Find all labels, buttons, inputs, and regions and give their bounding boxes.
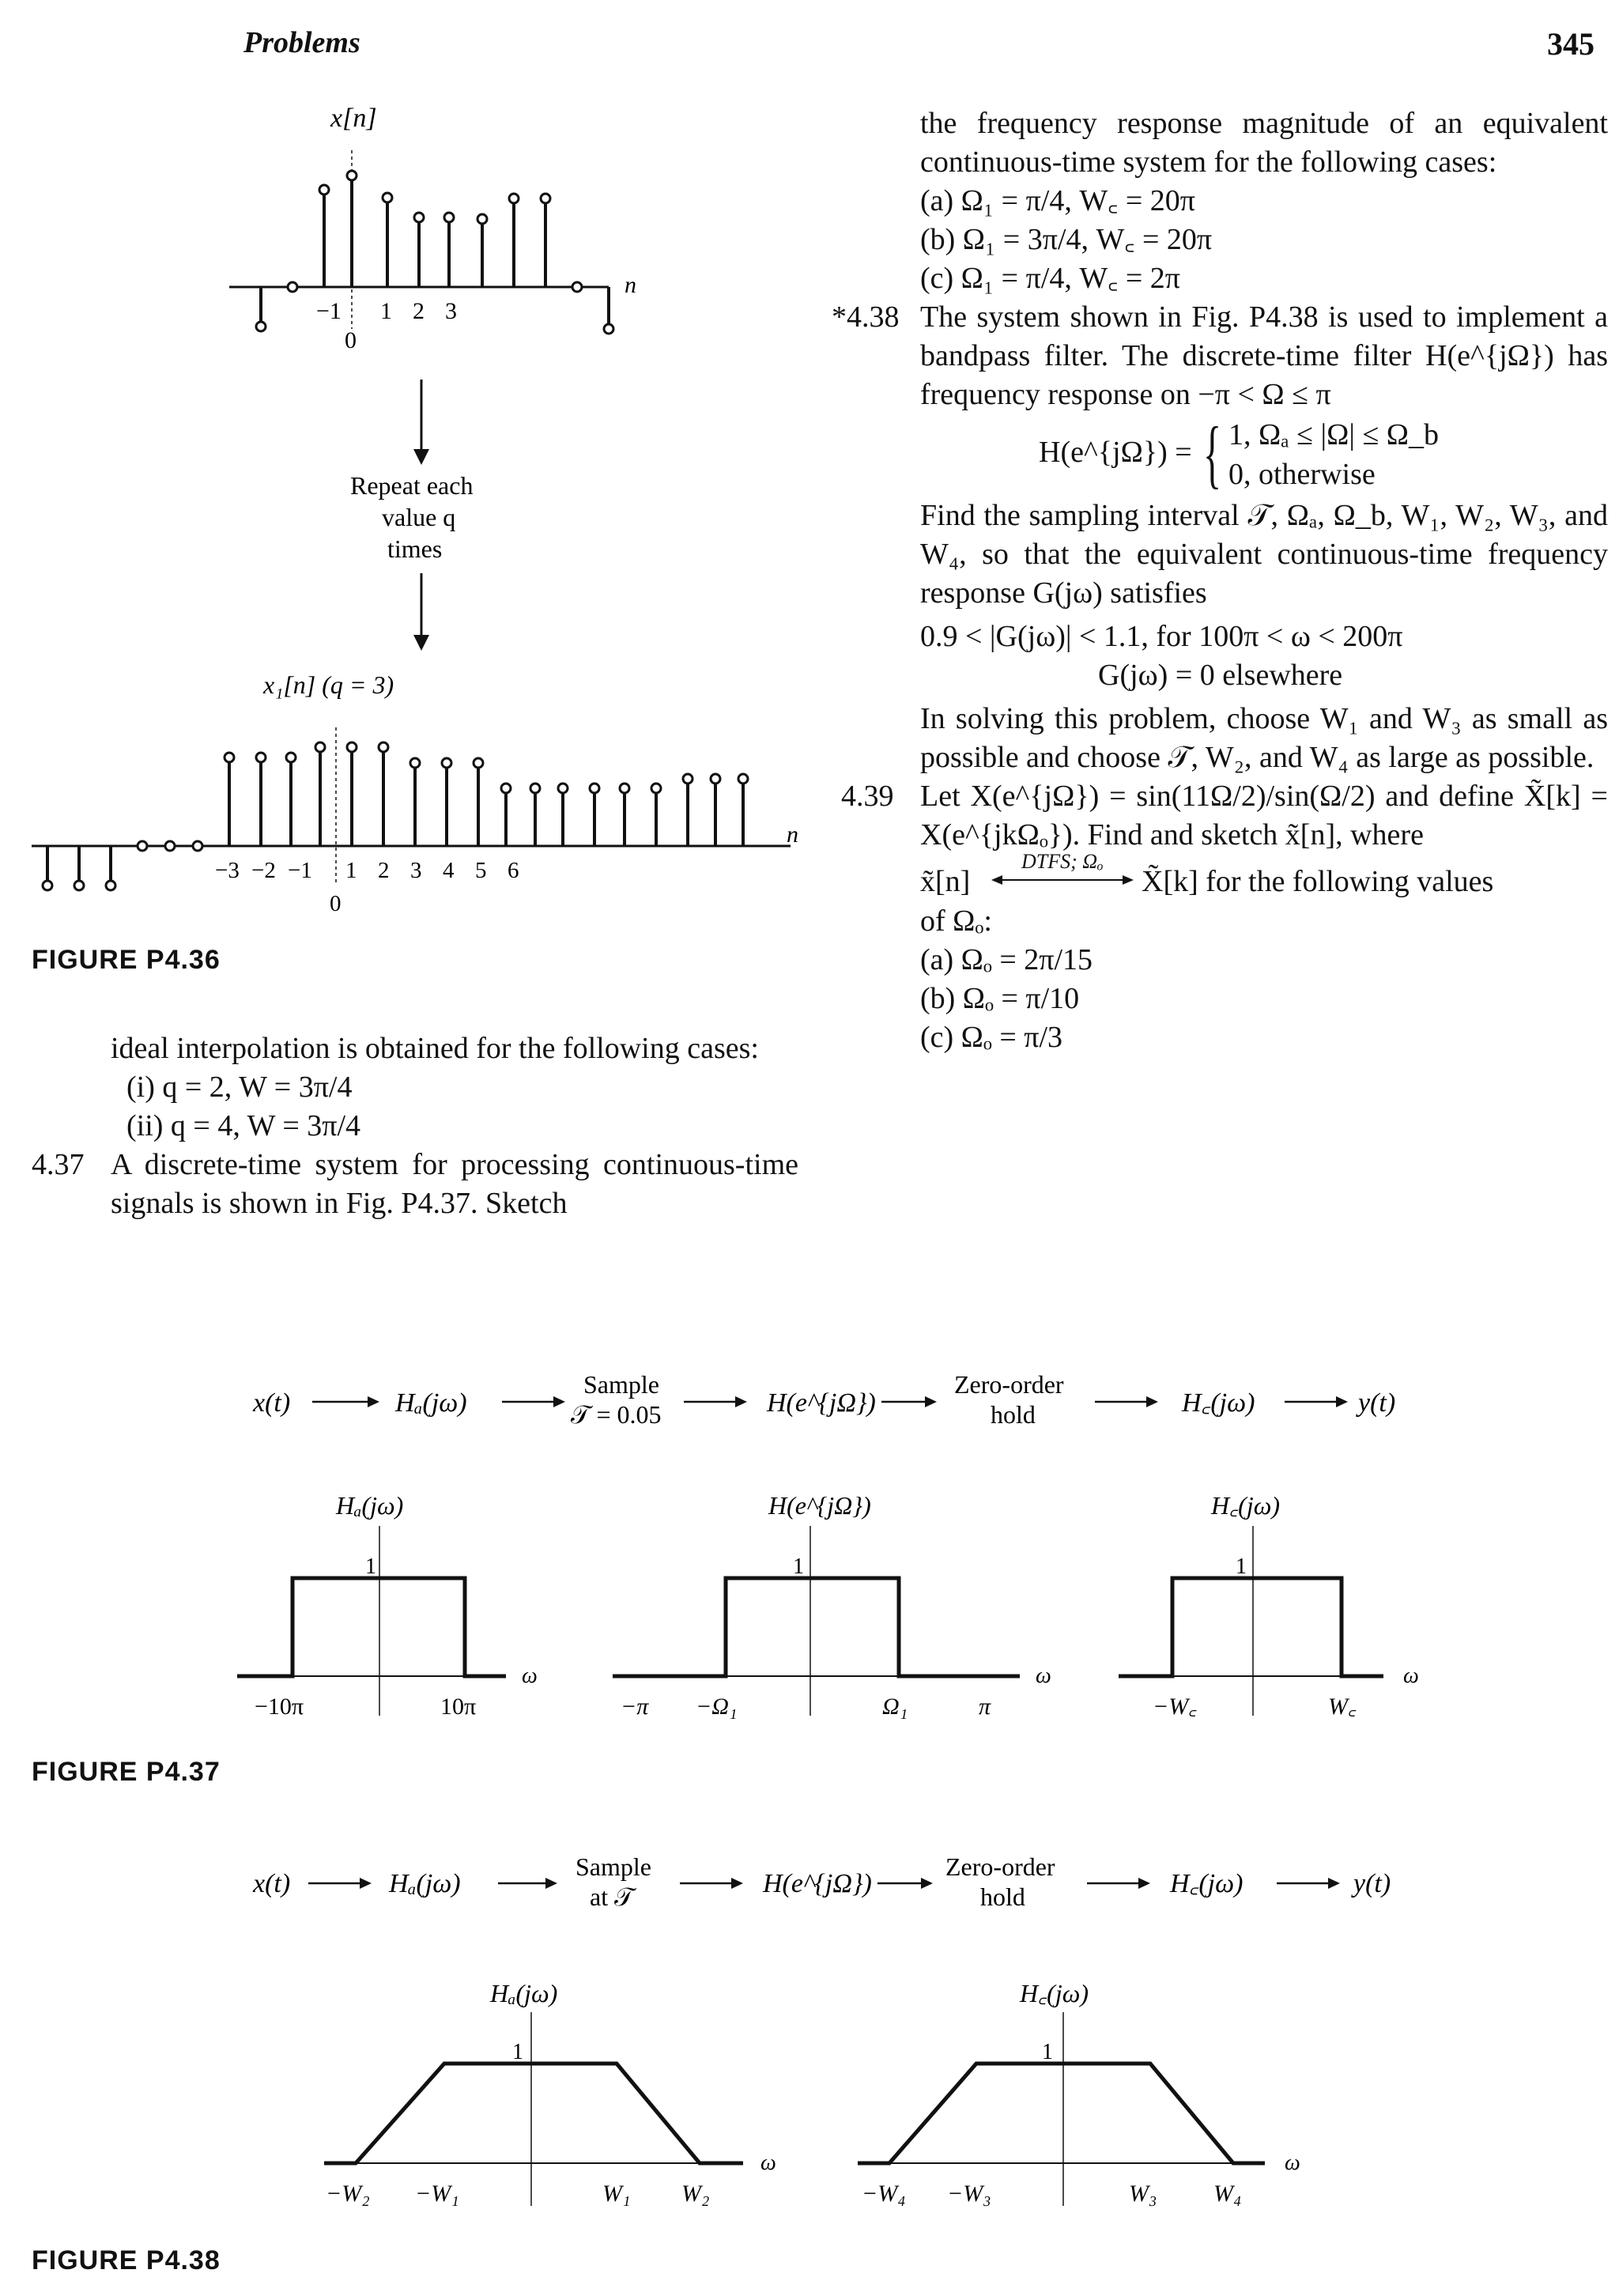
chain2-zoh2: hold [980, 1882, 1025, 1911]
plot-438-ha [324, 1979, 776, 2207]
interp-paragraph: ideal interpolation is obtained for the following cases: [111, 1032, 759, 1065]
plot2-omega: ω [1036, 1663, 1051, 1688]
btick-1: 1 [345, 858, 357, 883]
eq-lhs: H(e^{jΩ}) = [1039, 436, 1192, 469]
btick-2: 2 [378, 858, 390, 883]
x1-n-sample-2-marker [106, 881, 115, 890]
dtfs-double-arrow [991, 872, 1134, 888]
chain2-sample: Sample [576, 1852, 651, 1881]
plot3-title: H꜀(jω) [1211, 1491, 1280, 1520]
figure-p4-38-caption: FIGURE P4.38 [32, 2245, 221, 2275]
plot438-2-one: 1 [1042, 2040, 1053, 2064]
plot438-2-t1: −W₃ [947, 2181, 991, 2207]
plot1-tick-pos: 10π [440, 1694, 477, 1720]
chain2-h: H(e^{jΩ}) [763, 1869, 872, 1898]
plot2-tick-omega: Ω₁ [882, 1694, 908, 1720]
plot438-1-title: Hₐ(jω) [490, 1979, 558, 2007]
q439-of: of Ωₒ: [920, 904, 992, 938]
dtfs-left: x̃[n] [920, 865, 971, 898]
right-column [832, 104, 1608, 1057]
bottom-stems [43, 742, 748, 890]
chain2-ha: Hₐ(jω) [389, 1869, 461, 1898]
btick-3: 3 [410, 858, 422, 883]
chain-ha: Hₐ(jω) [395, 1388, 467, 1418]
page-number: 345 [1547, 26, 1594, 62]
chain-h: H(e^{jΩ}) [767, 1388, 876, 1418]
x1-n-sample-0-marker [43, 881, 52, 890]
question-4-39 [841, 777, 1608, 1057]
tick-1: 1 [380, 298, 392, 324]
chain-zoh1: Zero-order [954, 1370, 1064, 1399]
x1-n-sample-1-marker [74, 881, 84, 890]
plot2-tick-pi: π [979, 1694, 991, 1720]
plot-438-hc [858, 1979, 1300, 2207]
chain-x: x(t) [253, 1388, 291, 1418]
chain2-hc: H꜀(jω) [1170, 1869, 1243, 1898]
tick-minus1: −1 [316, 298, 342, 324]
x-n-sample-4-marker [383, 193, 392, 202]
omega-case-b: (b) Ωₒ = π/10 [920, 982, 1080, 1015]
find-text: Find the sampling interval 𝒯, Ωₐ, Ω_b, W₁, W₂, W₃, and W₄, so that the equivalent continuous-time frequency response G(jω) satisfies [920, 499, 1608, 610]
btick-0: 0 [330, 891, 342, 916]
left-column [32, 1029, 798, 1223]
plot1-tick-neg: −10π [255, 1694, 304, 1720]
interp-case-i: (i) q = 2, W = 3π/4 [126, 1071, 353, 1104]
plot438-2-t3: W₄ [1213, 2181, 1242, 2207]
x1-n-sample-13-marker [442, 758, 451, 768]
interp-case-ii: (ii) q = 4, W = 3π/4 [126, 1109, 361, 1142]
btick-minus2: −2 [251, 858, 276, 883]
plot1-title: Hₐ(jω) [336, 1491, 404, 1520]
plot438-1-one: 1 [512, 2040, 523, 2064]
top-stems [256, 171, 613, 334]
plot2-tick-negomega: −Ω₁ [696, 1694, 738, 1720]
figure-p4-38 [0, 1834, 1619, 2214]
plot-437-h [613, 1491, 1051, 1720]
x1-n-sample-4-marker [165, 841, 175, 851]
repeat-text-2: value q [382, 503, 456, 531]
question-4-37 [32, 1146, 798, 1223]
plot3-tick-pos: W꜀ [1328, 1694, 1357, 1720]
dtfs-right: X̃[k] for the following values [1142, 865, 1494, 898]
running-title: Problems [243, 26, 360, 59]
omega-case-a: (a) Ωₒ = 2π/15 [920, 943, 1093, 976]
tick-2: 2 [413, 298, 425, 324]
x-n-sample-3-marker [347, 171, 357, 180]
x-n-sample-10-marker [572, 282, 582, 292]
plot1-one: 1 [365, 1554, 376, 1579]
plot2-tick-negpi: −π [621, 1694, 649, 1720]
x1-n-sample-22-marker [711, 774, 720, 784]
x1-n-sample-7-marker [256, 753, 266, 762]
x1-n-sample-3-marker [138, 841, 147, 851]
tick-3: 3 [445, 298, 457, 324]
x-n-sample-11-marker [604, 324, 613, 334]
inequality-1: 0.9 < |G(jω)| < 1.1, for 100π < ω < 200π [920, 620, 1403, 653]
chain-t005: 𝒯 = 0.05 [571, 1400, 662, 1429]
chain-zoh2: hold [991, 1400, 1036, 1429]
plot2-one: 1 [793, 1554, 804, 1579]
plot438-2-title: H꜀(jω) [1020, 1979, 1089, 2007]
x1-n-sample-21-marker [683, 774, 693, 784]
case-b: (b) Ω₁ = 3π/4, W꜀ = 20π [920, 223, 1213, 256]
chain2-att: at 𝒯 [590, 1882, 634, 1911]
x1-n-sample-9-marker [315, 742, 325, 752]
x-n-sample-8-marker [509, 194, 519, 203]
x1-n-sample-6-marker [225, 753, 234, 762]
chain2-x: x(t) [253, 1869, 291, 1898]
inequality-2: G(jω) = 0 elsewhere [1098, 659, 1343, 692]
chain-sample: Sample [583, 1370, 659, 1399]
btick-6: 6 [508, 858, 519, 883]
tick-0: 0 [345, 327, 357, 353]
repeat-text-1: Repeat each [350, 471, 474, 500]
figure-p4-36-caption: FIGURE P4.36 [32, 945, 221, 975]
freq-intro: the frequency response magnitude of an equivalent continuous-time system for the following cases: [920, 107, 1608, 179]
x-n-sample-2-marker [319, 185, 329, 194]
plot438-2-t2: W₃ [1129, 2181, 1157, 2207]
eq-case-2: 0, otherwise [1228, 458, 1376, 491]
plot3-tick-neg: −W꜀ [1153, 1694, 1197, 1720]
chain2-zoh1: Zero-order [945, 1852, 1055, 1881]
plot438-1-t2: W₁ [602, 2181, 631, 2207]
plot3-one: 1 [1236, 1554, 1247, 1579]
plot438-1-t0: −W₂ [326, 2181, 370, 2207]
chain-hc: H꜀(jω) [1182, 1388, 1255, 1418]
q439-text: Let X(e^{jΩ}) = sin(11Ω/2)/sin(Ω/2) and define X̃[k] = X(e^{jkΩₒ}). Find and sketch x̃[n], where [920, 780, 1608, 852]
plot3-omega: ω [1403, 1663, 1419, 1688]
x1-n-sample-17-marker [558, 784, 568, 793]
x-n-label: x[n] [330, 104, 377, 133]
x1-n-sample-11-marker [379, 742, 388, 752]
figure-p4-37 [0, 1344, 1619, 1739]
plot438-1-omega: ω [760, 2151, 776, 2175]
btick-5: 5 [475, 858, 487, 883]
x1-n-sample-23-marker [738, 774, 748, 784]
plot438-1-t3: W₂ [681, 2181, 710, 2207]
q438-number: *4.38 [832, 300, 900, 334]
chain-437 [252, 1370, 1395, 1429]
piecewise-equation [920, 411, 1608, 497]
plot2-title: H(e^{jΩ}) [768, 1491, 871, 1520]
q437-text: A discrete-time system for processing continuous-time signals is shown in Fig. P4.37. Sketch [111, 1148, 798, 1220]
omega-case-c: (c) Ωₒ = π/3 [920, 1021, 1063, 1054]
x1-n-sample-8-marker [286, 753, 296, 762]
chain-438 [252, 1852, 1391, 1911]
question-4-38 [832, 298, 1608, 414]
repeat-text-3: times [387, 534, 443, 563]
plot438-1-t1: −W₁ [415, 2181, 459, 2207]
chain-y: y(t) [1358, 1388, 1396, 1418]
q439-number: 4.39 [841, 780, 894, 813]
plot-437-ha [237, 1491, 538, 1720]
x-n-sample-7-marker [477, 214, 487, 224]
eq-case-1: 1, Ωₐ ≤ |Ω| ≤ Ω_b [1228, 418, 1440, 451]
plot438-2-t0: −W₄ [862, 2181, 906, 2207]
x1-n-sample-19-marker [620, 784, 629, 793]
dtfs-pair [920, 850, 1608, 902]
solve-text: In solving this problem, choose W₁ and W₃ as small as possible and choose 𝒯, W₂, and W₄ as large as possible. [920, 702, 1608, 774]
case-a: (a) Ω₁ = π/4, W꜀ = 20π [920, 184, 1195, 217]
x1-n-sample-10-marker [347, 742, 357, 752]
x1-n-sample-12-marker [410, 758, 420, 768]
top-n-axis-label: n [625, 272, 636, 298]
eq-brace: { [1203, 411, 1222, 496]
x1-n-label: x₁[n] (q = 3) [263, 670, 394, 699]
x1-n-sample-5-marker [193, 841, 202, 851]
btick-minus1: −1 [288, 858, 312, 883]
x1-n-sample-16-marker [530, 784, 540, 793]
dtfs-label: DTFS; Ωₒ [1021, 850, 1104, 873]
x1-n-sample-18-marker [590, 784, 599, 793]
figure-p4-36 [0, 95, 806, 949]
x-n-sample-9-marker [541, 194, 550, 203]
plot-437-hc [1119, 1491, 1419, 1720]
chain2-y: y(t) [1353, 1869, 1391, 1898]
btick-4: 4 [443, 858, 455, 883]
bottom-n-axis-label: n [787, 821, 798, 848]
figure-p4-37-caption: FIGURE P4.37 [32, 1757, 221, 1787]
q437-number: 4.37 [32, 1148, 85, 1181]
plot438-2-omega: ω [1285, 2151, 1300, 2175]
q438-text: The system shown in Fig. P4.38 is used to implement a bandpass filter. The discrete-time filter H(e^{jΩ}) has frequency response on −π < Ω ≤ π [920, 300, 1608, 411]
btick-minus3: −3 [215, 858, 240, 883]
x1-n-sample-20-marker [651, 784, 661, 793]
x-n-sample-6-marker [444, 213, 454, 222]
x-n-sample-5-marker [414, 213, 424, 222]
x1-n-sample-14-marker [474, 758, 483, 768]
x1-n-sample-15-marker [501, 784, 511, 793]
x-n-sample-0-marker [256, 322, 266, 331]
case-c: (c) Ω₁ = π/4, W꜀ = 2π [920, 262, 1180, 295]
plot1-omega: ω [522, 1663, 538, 1688]
x-n-sample-1-marker [288, 282, 297, 292]
